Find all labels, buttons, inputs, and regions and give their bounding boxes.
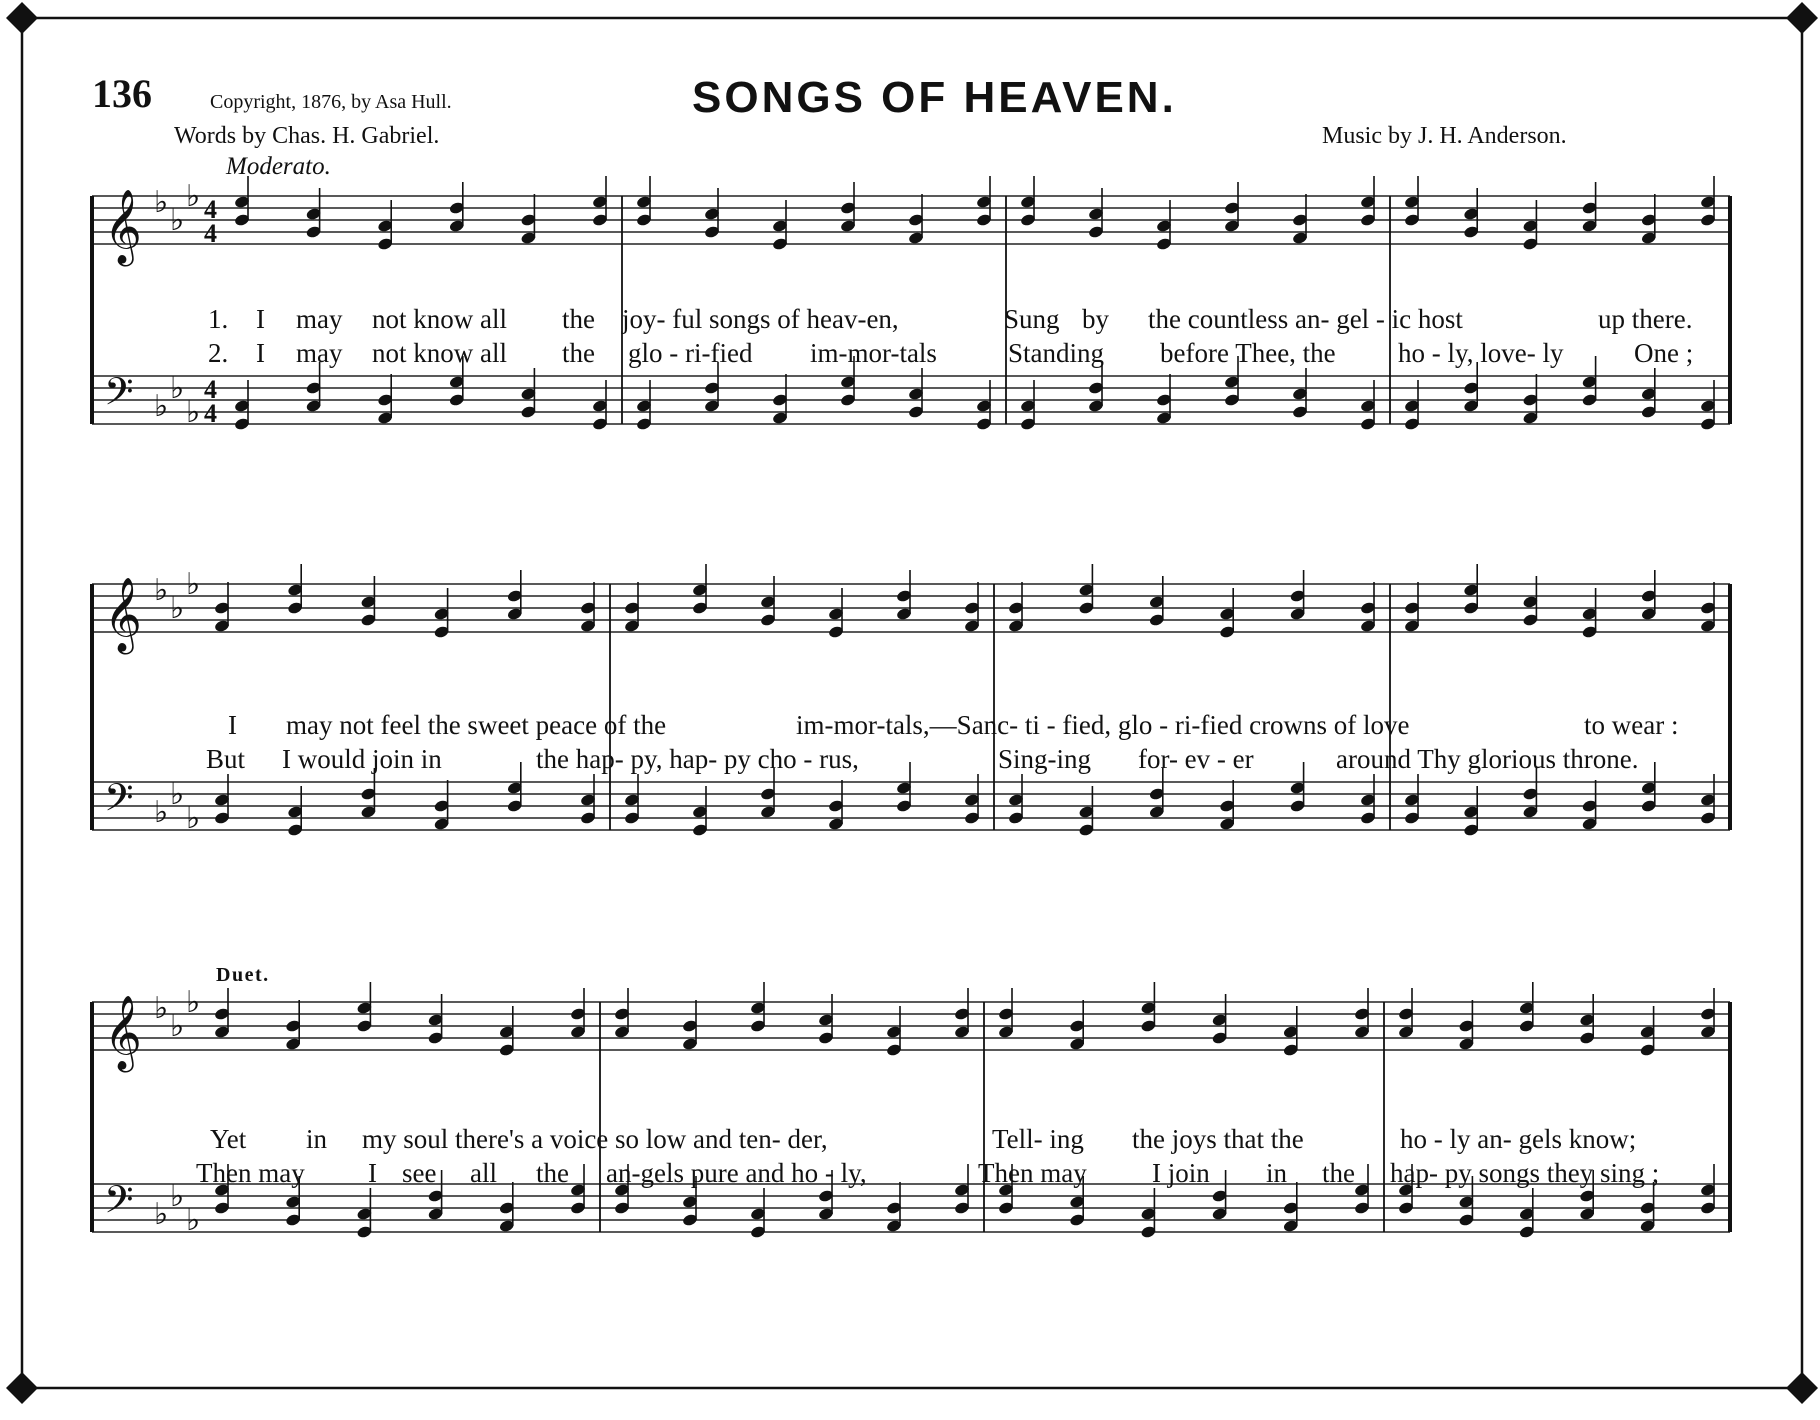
page-number: 136 [92,71,152,116]
lyric-word: the [562,304,595,334]
lyric-word: hap- py songs they sing ; [1390,1158,1660,1188]
lyric-word: the [1322,1158,1355,1188]
lyric-word: 1. [208,304,229,334]
page-border [6,2,1818,1404]
flat-sign-icon: ♭ [170,203,185,238]
lyric-word: I join [1152,1158,1210,1188]
lyric-word: But [206,744,246,774]
composer-credit: Music by J. H. Anderson. [1322,123,1567,149]
bass-clef-icon: 𝄢 [104,775,134,829]
lyric-word: in [1266,1158,1288,1188]
border-ornament [1786,2,1818,34]
flat-sign-icon: ♭ [170,777,185,812]
flat-sign-icon: ♭ [186,801,201,836]
treble-staff [92,564,1730,655]
lyric-word: the countless an- gel - ic host [1148,304,1463,334]
time-signature-bottom: 4 [204,219,217,248]
treble-clef-icon: 𝄞 [104,996,142,1070]
lyric-word: glo - ri-fied [628,338,753,368]
lyric-word: not know all [372,304,507,334]
lyric-word: I [256,304,265,334]
time-signature-top: 4 [204,375,217,404]
lyric-word: the [536,1158,569,1188]
lyric-word: ho - ly, love- ly [1398,338,1564,368]
copyright-notice: Copyright, 1876, by Asa Hull. [210,91,452,113]
treble-clef-icon: 𝄞 [104,190,142,264]
lyric-word: not know all [372,338,507,368]
lyric-word: see [402,1158,437,1188]
lyric-word: in [306,1124,328,1154]
lyric-word: may [296,338,343,368]
flat-sign-icon: ♭ [186,567,201,602]
flat-sign-icon: ♭ [186,1203,201,1238]
flat-sign-icon: ♭ [186,179,201,214]
lyric-word: I [368,1158,377,1188]
lyric-word: im-mor-tals [810,338,937,368]
time-signature-top: 4 [204,195,217,224]
bass-clef-icon: 𝄢 [104,1177,134,1231]
flat-sign-icon: ♭ [186,985,201,1020]
lyric-word: by [1082,304,1109,334]
lyric-word: may [296,304,343,334]
flat-sign-icon: ♭ [154,1197,169,1232]
page-title: SONGS OF HEAVEN. [692,73,1177,122]
lyric-word: before Thee, the [1160,338,1336,368]
lyric-word: ho - ly an- gels know; [1400,1124,1637,1154]
lyric-word: im-mor-tals,—Sanc- ti - fied, glo - ri-fied crowns of love [796,710,1410,740]
treble-staff [92,982,1730,1073]
lyric-word: I [256,338,265,368]
bass-clef-icon: 𝄢 [104,369,134,423]
lyric-word: the [562,338,595,368]
flat-sign-icon: ♭ [170,371,185,406]
lyric-word: an-gels pure and ho - ly, [606,1158,867,1188]
lyric-word: Sung [1004,304,1060,334]
flat-sign-icon: ♭ [186,395,201,430]
time-signature-bottom: 4 [204,399,217,428]
flat-sign-icon: ♭ [170,591,185,626]
lyric-word: joy- ful songs of heav-en, [622,304,899,334]
lyric-word: for- ev - er [1138,744,1254,774]
flat-sign-icon: ♭ [170,1179,185,1214]
lyric-word: 2. [208,338,229,368]
lyric-word: the hap- py, hap- py cho - rus, [536,744,859,774]
music-system [92,982,1730,1239]
lyric-word: Sing-ing [998,744,1092,774]
music-system [92,564,1730,837]
treble-clef-icon: 𝄞 [104,578,142,652]
lyricist-credit: Words by Chas. H. Gabriel. [174,123,440,149]
flat-sign-icon: ♭ [170,1009,185,1044]
lyric-word: Then may [978,1158,1087,1188]
lyric-word: I [228,710,237,740]
flat-sign-icon: ♭ [154,991,169,1026]
lyric-word: Tell- ing [992,1124,1084,1154]
lyric-word: One ; [1634,338,1694,368]
lyric-word: Then may [196,1158,305,1188]
border-ornament [6,2,38,34]
lyric-word: up there. [1598,304,1693,334]
treble-staff [92,176,1730,267]
border-ornament [1786,1372,1818,1404]
lyric-word: may not feel the sweet peace of the [286,710,667,740]
lyric-word: I would join in [282,744,442,774]
lyric-word: Standing [1008,338,1105,368]
lyric-word: around Thy glorious throne. [1336,744,1639,774]
flat-sign-icon: ♭ [154,389,169,424]
lyric-word: Yet [210,1124,247,1154]
flat-sign-icon: ♭ [154,185,169,220]
lyric-word: the joys that the [1132,1124,1304,1154]
border-ornament [6,1372,38,1404]
duet-marking: Duet. [216,964,270,986]
tempo-marking: Moderato. [226,153,331,180]
flat-sign-icon: ♭ [154,573,169,608]
lyric-word: to wear : [1584,710,1679,740]
lyric-word: my soul there's a voice so low and ten- der, [362,1124,828,1154]
flat-sign-icon: ♭ [154,795,169,830]
lyric-word: all [470,1158,497,1188]
